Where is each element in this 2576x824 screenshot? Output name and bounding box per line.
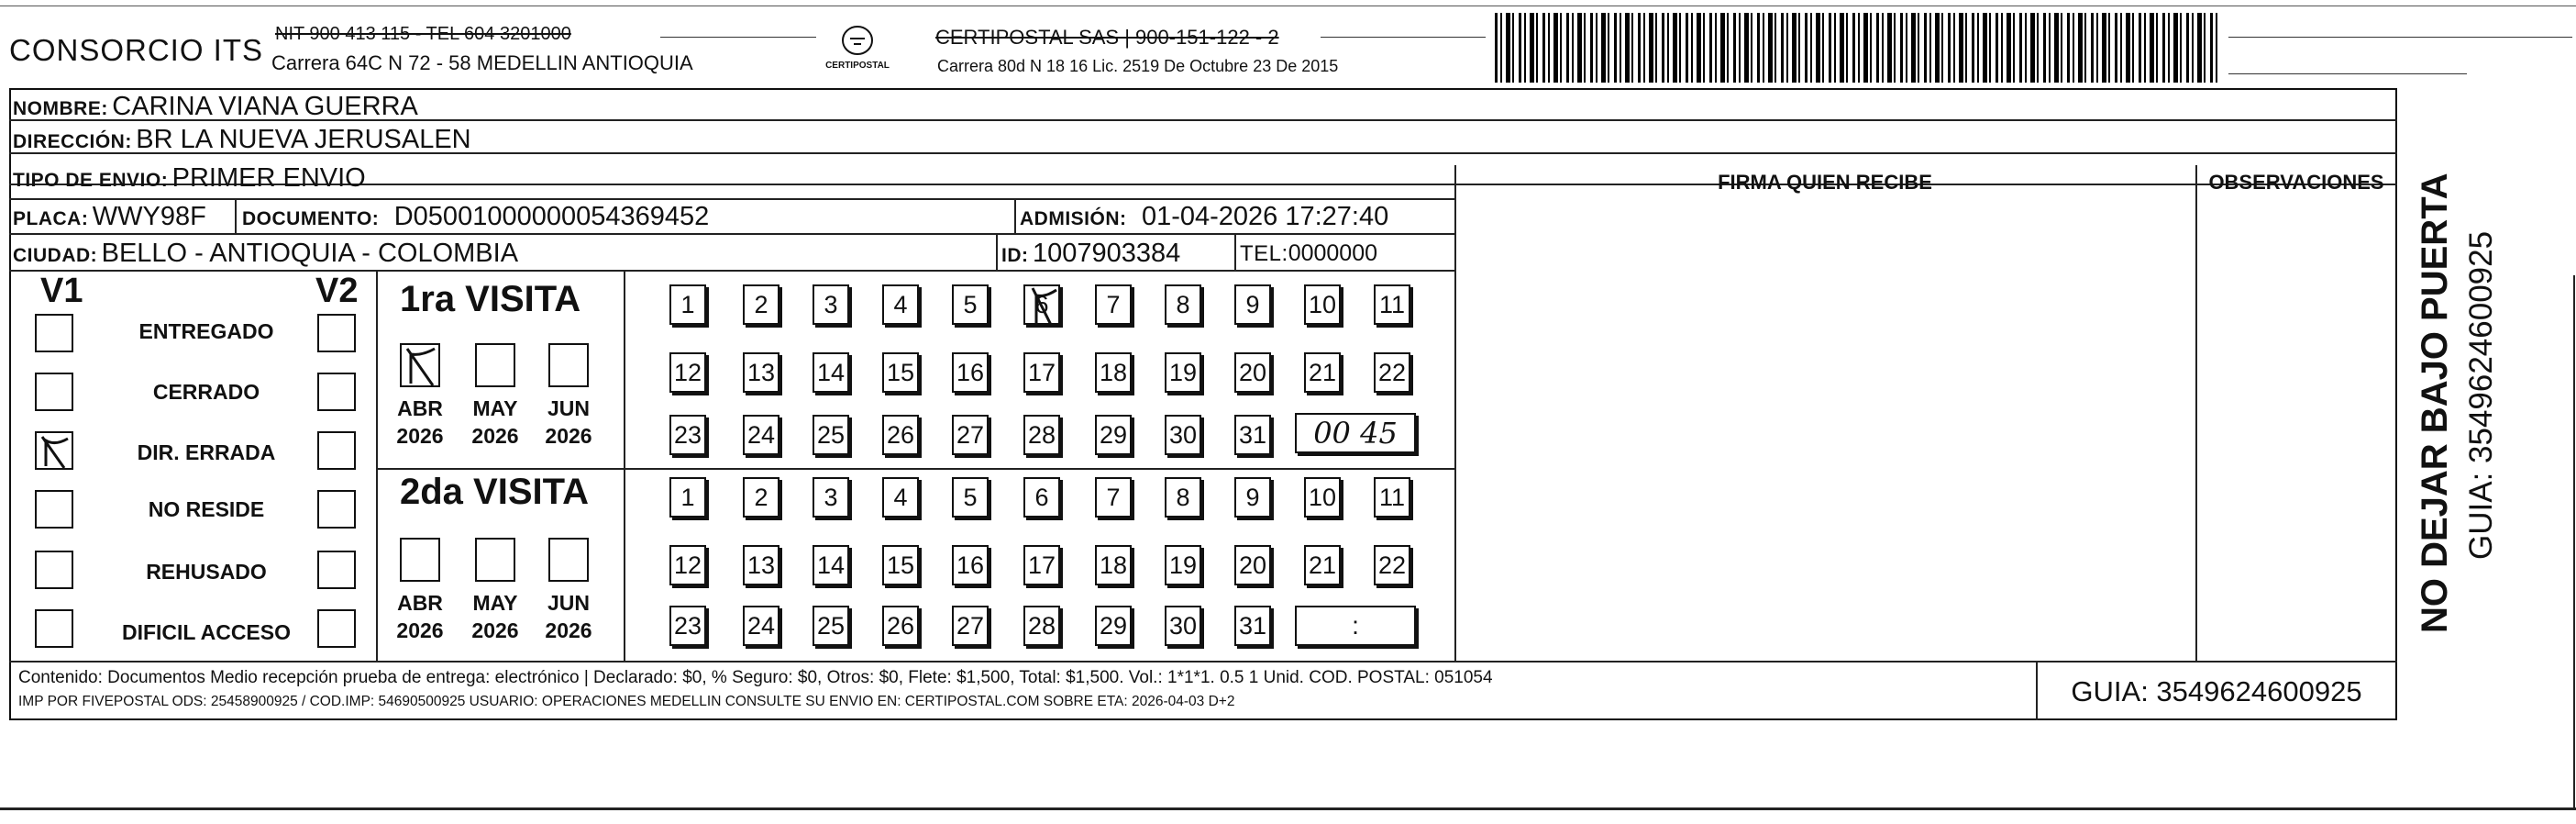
day-box-first-3[interactable]: 3	[813, 284, 849, 325]
day-box-first-20[interactable]: 20	[1234, 352, 1271, 393]
day-box-second-4[interactable]: 4	[882, 477, 919, 518]
tipo-label: TIPO DE ENVIO:	[13, 170, 169, 191]
month-box-abr-2[interactable]	[400, 538, 440, 582]
ciudad-value: BELLO - ANTIOQUIA - COLOMBIA	[101, 239, 519, 268]
company-address: Carrera 64C N 72 - 58 MEDELLIN ANTIOQUIA	[271, 51, 693, 74]
id-value: 1007903384	[1032, 239, 1181, 268]
day-box-first-23[interactable]: 23	[669, 415, 706, 455]
day-box-first-28[interactable]: 28	[1023, 415, 1060, 455]
month-label-abr-2: ABR 2026	[396, 591, 444, 642]
direccion-row	[13, 125, 471, 155]
day-box-second-23[interactable]: 23	[669, 606, 706, 646]
day-box-second-16[interactable]: 16	[952, 545, 989, 585]
month-label-may-1: MAY 2026	[471, 396, 519, 448]
status-no-reside: NO RESIDE	[148, 497, 265, 521]
day-box-second-18[interactable]: 18	[1095, 545, 1132, 585]
time-box-first[interactable]	[1295, 413, 1416, 453]
documento-cell	[242, 202, 709, 232]
nombre-label: NOMBRE:	[13, 98, 108, 119]
day-box-first-14[interactable]: 14	[813, 352, 849, 393]
day-box-second-24[interactable]: 24	[743, 606, 779, 646]
day-box-second-11[interactable]: 11	[1374, 477, 1410, 518]
day-box-second-21[interactable]: 21	[1304, 545, 1341, 585]
v2-label: V2	[315, 272, 359, 310]
day-box-first-21[interactable]: 21	[1304, 352, 1341, 393]
tipo-value: PRIMER ENVIO	[171, 163, 366, 193]
day-box-second-9[interactable]: 9	[1234, 477, 1271, 518]
time-value-second: :	[1352, 611, 1359, 640]
status-cerrado: CERRADO	[152, 380, 260, 404]
tel-label: TEL:	[1240, 241, 1288, 266]
v2-checkbox-entregado[interactable]	[317, 314, 356, 352]
day-box-first-1[interactable]: 1	[669, 284, 706, 325]
day-box-first-30[interactable]: 30	[1165, 415, 1201, 455]
id-cell	[1001, 239, 1180, 269]
v2-checkbox-dir-errada[interactable]	[317, 431, 356, 470]
month-box-abr-1[interactable]	[400, 343, 440, 387]
day-box-first-15[interactable]: 15	[882, 352, 919, 393]
logo-caption: CERTIPOSTAL	[825, 61, 890, 71]
nombre-row	[13, 92, 418, 122]
ciudad-label: CIUDAD:	[13, 245, 98, 266]
observaciones-header: OBSERVACIONES	[2208, 171, 2384, 194]
day-box-second-6[interactable]: 6	[1023, 477, 1060, 518]
day-box-first-11[interactable]: 11	[1374, 284, 1410, 325]
time-value-first: 00 45	[1313, 416, 1398, 451]
company-nit: NIT 900 413 115 - TEL 604 3201000	[275, 24, 571, 44]
company-name: CONSORCIO ITS	[9, 33, 264, 67]
placa-value: WWY98F	[92, 202, 206, 231]
tel-value: 0000000	[1288, 240, 1378, 266]
documento-label: DOCUMENTO:	[242, 208, 380, 229]
id-label: ID:	[1001, 245, 1029, 266]
day-box-second-13[interactable]: 13	[743, 545, 779, 585]
day-box-second-29[interactable]: 29	[1095, 606, 1132, 646]
certipostal-address: Carrera 80d N 18 16 Lic. 2519 De Octubre 23 De 2015	[937, 57, 1339, 75]
month-label-jun-1: JUN 2026	[545, 396, 592, 448]
day-box-first-10[interactable]: 10	[1304, 284, 1341, 325]
footer-line-1: Contenido: Documentos Medio recepción prueba de entrega: electrónico | Declarado: $0, % Seguro: $0, Otros: $0, Flete: $1,500, Total: $1,500. Vol.: 1*1*1. 0.5 1 Unid. COD. POSTAL: 051054	[18, 668, 1493, 687]
day-box-second-25[interactable]: 25	[813, 606, 849, 646]
second-visit-title: 2da VISITA	[400, 472, 589, 512]
status-dificil-acceso: DIFICIL ACCESO	[121, 620, 291, 644]
month-label-abr-1: ABR 2026	[396, 396, 444, 448]
footer-guia: GUIA: 3549624600925	[2071, 675, 2362, 707]
direccion-value: BR LA NUEVA JERUSALEN	[136, 125, 471, 154]
first-visit-title: 1ra VISITA	[400, 279, 581, 319]
certipostal-info: CERTIPOSTAL SAS | 900-151-122 - 2	[935, 26, 1279, 49]
v1-checkbox-dir-errada[interactable]	[35, 431, 73, 470]
v2-checkbox-rehusado[interactable]	[317, 551, 356, 589]
barcode	[1495, 13, 2219, 83]
day-box-second-31[interactable]: 31	[1234, 606, 1271, 646]
day-box-first-2[interactable]: 2	[743, 284, 779, 325]
day-box-first-27[interactable]: 27	[952, 415, 989, 455]
day-box-first-5[interactable]: 5	[952, 284, 989, 325]
day-box-second-1[interactable]: 1	[669, 477, 706, 518]
day-box-second-27[interactable]: 27	[952, 606, 989, 646]
handwritten-mark	[1025, 286, 1062, 327]
admision-label: ADMISIÓN:	[1020, 208, 1127, 229]
v1-checkbox-entregado[interactable]	[35, 314, 73, 352]
tipo-row	[13, 163, 366, 194]
day-box-second-17[interactable]: 17	[1023, 545, 1060, 585]
day-box-second-3[interactable]: 3	[813, 477, 849, 518]
v1-checkbox-dificil-acceso[interactable]	[35, 609, 73, 648]
month-box-jun-1[interactable]	[548, 343, 589, 387]
day-box-second-20[interactable]: 20	[1234, 545, 1271, 585]
documento-value: D05001000000054369452	[393, 202, 710, 231]
day-box-first-19[interactable]: 19	[1165, 352, 1201, 393]
day-box-second-28[interactable]: 28	[1023, 606, 1060, 646]
day-box-second-15[interactable]: 15	[882, 545, 919, 585]
time-box-second[interactable]	[1295, 606, 1416, 646]
day-box-first-6[interactable]: 6	[1023, 284, 1060, 325]
footer-line-2: IMP POR FIVEPOSTAL ODS: 25458900925 / COD.IMP: 54690500925 USUARIO: OPERACIONES MEDELLIN CONSULTE SU ENVIO EN: CERTIPOSTAL.COM SOBRE ETA: 2026-04-03 D+2	[18, 694, 1235, 709]
month-box-jun-2[interactable]	[548, 538, 589, 582]
day-box-second-5[interactable]: 5	[952, 477, 989, 518]
day-box-second-8[interactable]: 8	[1165, 477, 1201, 518]
admision-cell	[1020, 202, 1388, 232]
v2-checkbox-dificil-acceso[interactable]	[317, 609, 356, 648]
status-rehusado: REHUSADO	[146, 560, 267, 584]
day-box-second-14[interactable]: 14	[813, 545, 849, 585]
v1-label: V1	[40, 272, 83, 310]
v2-checkbox-no-reside[interactable]	[317, 490, 356, 529]
placa-label: PLACA:	[13, 208, 89, 229]
admision-value: 01-04-2026 17:27:40	[1141, 202, 1389, 231]
status-dir-errada: DIR. ERRADA	[137, 440, 276, 464]
day-box-first-7[interactable]: 7	[1095, 284, 1132, 325]
status-entregado: ENTREGADO	[138, 319, 274, 343]
day-box-first-26[interactable]: 26	[882, 415, 919, 455]
direccion-label: DIRECCIÓN:	[13, 131, 132, 152]
firma-header: FIRMA QUIEN RECIBE	[1718, 171, 1932, 194]
handwritten-mark	[402, 345, 442, 389]
day-box-first-25[interactable]: 25	[813, 415, 849, 455]
side-guia: GUIA: 3549624600925	[2463, 230, 2499, 560]
day-box-second-10[interactable]: 10	[1304, 477, 1341, 518]
month-box-may-1[interactable]	[475, 343, 515, 387]
nombre-value: CARINA VIANA GUERRA	[112, 92, 418, 121]
month-label-may-2: MAY 2026	[471, 591, 519, 642]
ciudad-cell	[13, 239, 518, 269]
day-box-first-22[interactable]: 22	[1374, 352, 1410, 393]
day-box-second-12[interactable]: 12	[669, 545, 706, 585]
month-label-jun-2: JUN 2026	[545, 591, 592, 642]
day-box-first-4[interactable]: 4	[882, 284, 919, 325]
day-box-first-16[interactable]: 16	[952, 352, 989, 393]
handwritten-check-mark	[37, 433, 75, 472]
day-box-first-17[interactable]: 17	[1023, 352, 1060, 393]
placa-cell	[13, 202, 206, 232]
v1-checkbox-rehusado[interactable]	[35, 551, 73, 589]
day-box-second-26[interactable]: 26	[882, 606, 919, 646]
tel-cell	[1240, 240, 1377, 267]
v1-checkbox-no-reside[interactable]	[35, 490, 73, 529]
v1-checkbox-cerrado[interactable]	[35, 373, 73, 411]
day-box-first-24[interactable]: 24	[743, 415, 779, 455]
v2-checkbox-cerrado[interactable]	[317, 373, 356, 411]
day-box-first-13[interactable]: 13	[743, 352, 779, 393]
day-box-first-9[interactable]: 9	[1234, 284, 1271, 325]
day-box-first-31[interactable]: 31	[1234, 415, 1271, 455]
day-box-first-8[interactable]: 8	[1165, 284, 1201, 325]
day-box-first-12[interactable]: 12	[669, 352, 706, 393]
month-box-may-2[interactable]	[475, 538, 515, 582]
day-box-first-29[interactable]: 29	[1095, 415, 1132, 455]
day-box-second-7[interactable]: 7	[1095, 477, 1132, 518]
day-box-second-30[interactable]: 30	[1165, 606, 1201, 646]
day-box-second-19[interactable]: 19	[1165, 545, 1201, 585]
day-box-second-2[interactable]: 2	[743, 477, 779, 518]
day-box-second-22[interactable]: 22	[1374, 545, 1410, 585]
day-box-first-18[interactable]: 18	[1095, 352, 1132, 393]
side-warning: NO DEJAR BAJO PUERTA	[2415, 173, 2455, 633]
